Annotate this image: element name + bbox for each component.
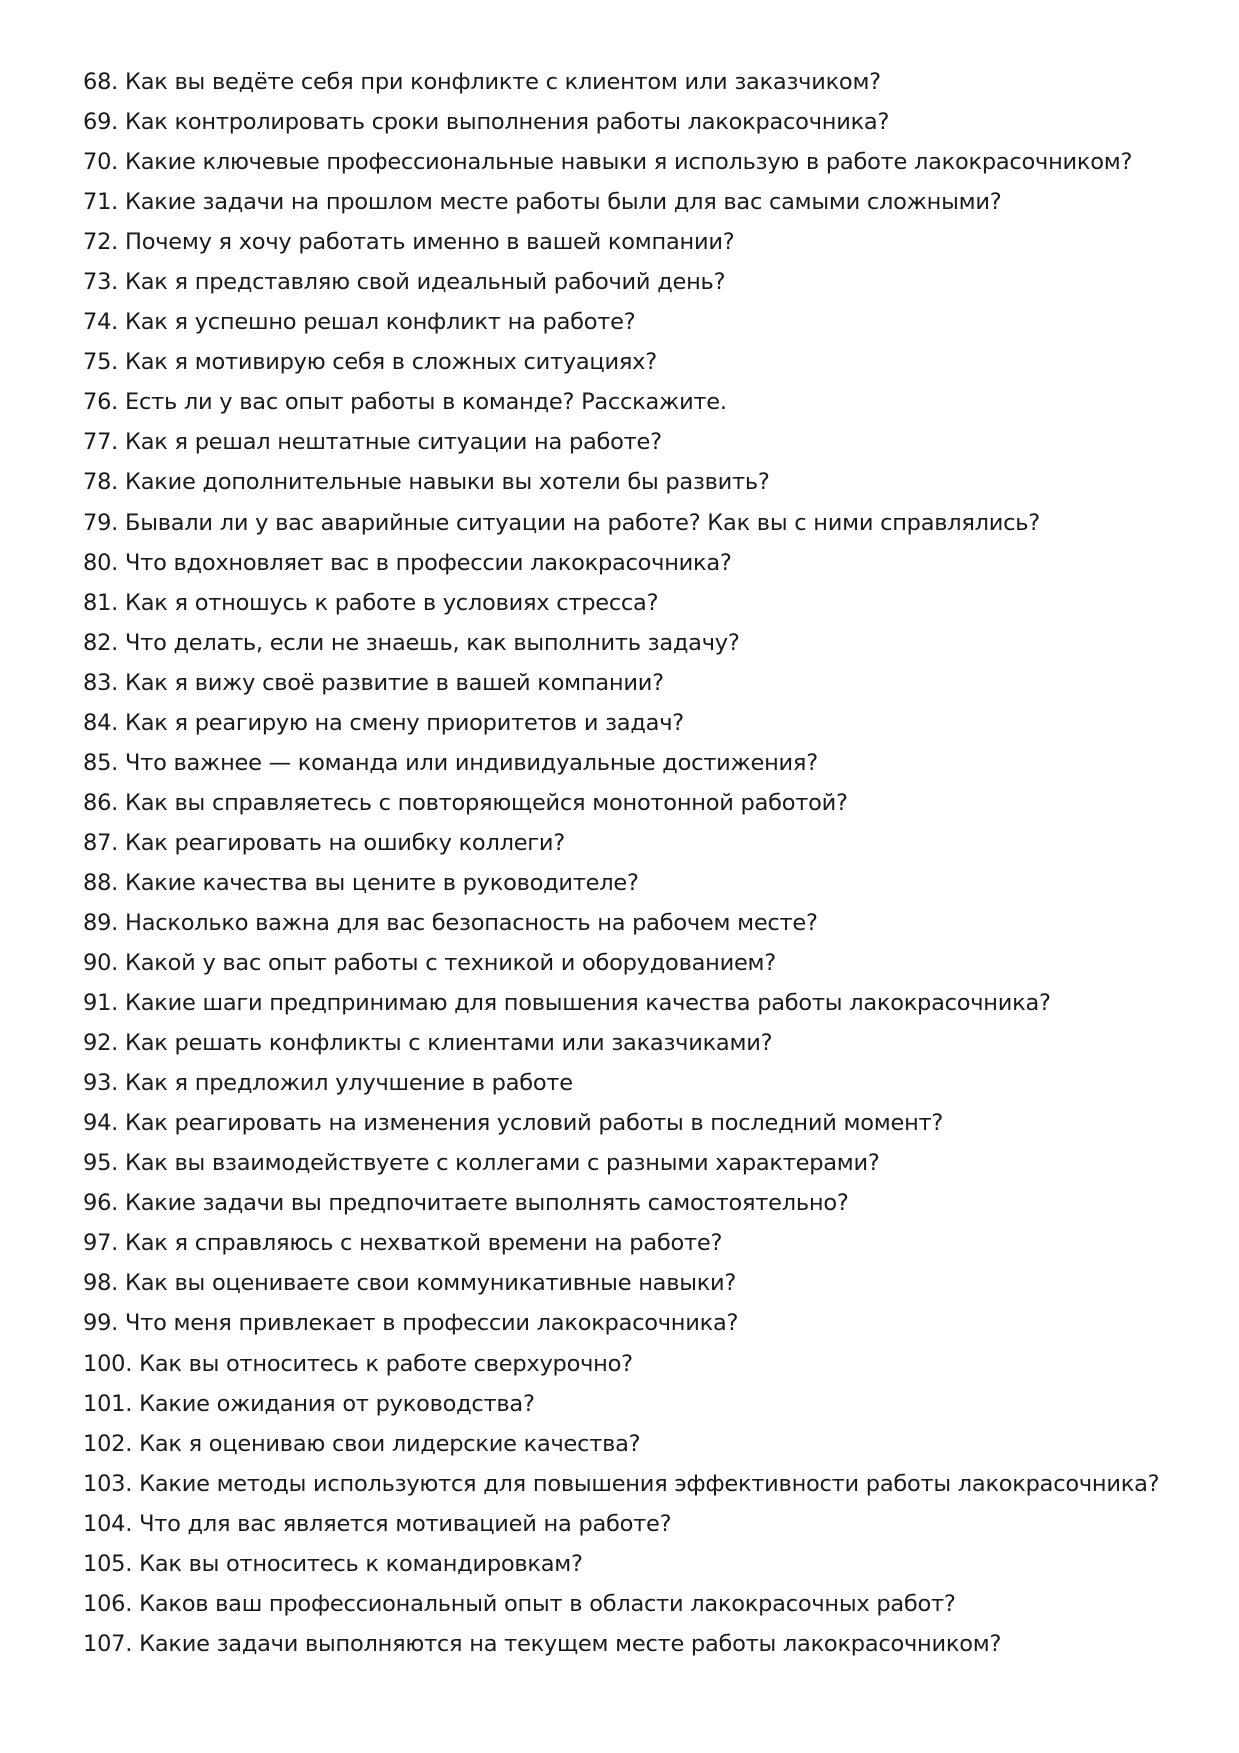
- question-number: 81.: [83, 589, 119, 616]
- question-number: 96.: [83, 1190, 119, 1217]
- question-number: 88.: [83, 869, 119, 896]
- question-number: 68.: [83, 69, 119, 95]
- question-text: Какие ожидания от руководства?: [139, 1390, 535, 1417]
- question-number: 73.: [83, 269, 119, 296]
- question-item: [83, 1063, 1183, 1103]
- question-item: [83, 222, 1183, 262]
- question-text: Как реагировать на ошибку коллеги?: [125, 829, 565, 856]
- question-item: [83, 1464, 1183, 1504]
- question-item: [83, 1344, 1183, 1384]
- question-text: Как решать конфликты с клиентами или заказчиками?: [125, 1030, 773, 1057]
- question-item: [83, 1223, 1183, 1263]
- question-text: Насколько важна для вас безопасность на рабочем месте?: [125, 909, 818, 936]
- question-text: Как я реагирую на смену приоритетов и задач?: [125, 709, 684, 736]
- question-item: [83, 1584, 1183, 1624]
- question-number: 71.: [83, 189, 119, 216]
- question-text: Как я мотивирую себя в сложных ситуациях?: [125, 349, 657, 376]
- question-item: [83, 1384, 1183, 1424]
- question-number: 74.: [83, 309, 119, 336]
- question-text: Какие качества вы цените в руководителе?: [125, 869, 639, 896]
- question-item: [83, 1183, 1183, 1223]
- question-item: [83, 703, 1183, 743]
- question-number: 89.: [83, 909, 119, 936]
- question-text: Какие дополнительные навыки вы хотели бы развить?: [125, 469, 770, 496]
- question-item: [83, 623, 1183, 663]
- question-text: Как я представляю свой идеальный рабочий день?: [125, 269, 726, 296]
- question-text: Что вдохновляет вас в профессии лакокрасочника?: [125, 549, 732, 576]
- question-number: 75.: [83, 349, 119, 376]
- question-number: 103.: [83, 1470, 133, 1497]
- question-number: 107.: [83, 1630, 133, 1657]
- question-text: Как вы относитесь к командировкам?: [139, 1550, 583, 1577]
- question-number: 94.: [83, 1110, 119, 1137]
- question-list: [83, 62, 1183, 1664]
- question-text: Бывали ли у вас аварийные ситуации на работе? Как вы с ними справлялись?: [125, 509, 1040, 536]
- question-number: 70.: [83, 149, 119, 176]
- question-item: [83, 983, 1183, 1023]
- question-item: [83, 382, 1183, 422]
- question-text: Что для вас является мотивацией на работе?: [139, 1510, 672, 1537]
- question-text: Есть ли у вас опыт работы в команде? Расскажите.: [125, 389, 727, 416]
- question-text: Как я предложил улучшение в работе: [125, 1070, 573, 1097]
- question-item: [83, 1424, 1183, 1464]
- question-text: Почему я хочу работать именно в вашей компании?: [125, 229, 735, 256]
- question-item: [83, 102, 1183, 142]
- question-number: 84.: [83, 709, 119, 736]
- question-number: 93.: [83, 1070, 119, 1097]
- question-item: [83, 583, 1183, 623]
- question-number: 95.: [83, 1150, 119, 1177]
- question-number: 92.: [83, 1030, 119, 1057]
- question-item: [83, 182, 1183, 222]
- question-text: Как вы ведёте себя при конфликте с клиентом или заказчиком?: [125, 69, 881, 95]
- question-item: [83, 1624, 1183, 1664]
- question-number: 78.: [83, 469, 119, 496]
- question-item: [83, 1143, 1183, 1183]
- question-item: [83, 1504, 1183, 1544]
- question-text: Что важнее — команда или индивидуальные достижения?: [125, 749, 818, 776]
- question-number: 90.: [83, 950, 119, 977]
- question-number: 97.: [83, 1230, 119, 1257]
- question-item: [83, 823, 1183, 863]
- question-text: Как вы относитесь к работе сверхурочно?: [139, 1350, 633, 1377]
- question-text: Как я справляюсь с нехваткой времени на работе?: [125, 1230, 723, 1257]
- question-item: [83, 863, 1183, 903]
- question-text: Как я решал нештатные ситуации на работе?: [125, 429, 662, 456]
- question-number: 72.: [83, 229, 119, 256]
- question-item: [83, 1263, 1183, 1303]
- question-item: [83, 783, 1183, 823]
- question-item: [83, 342, 1183, 382]
- question-item: [83, 62, 1183, 102]
- question-text: Какие методы используются для повышения эффективности работы лакокрасочника?: [139, 1470, 1160, 1497]
- question-text: Какие шаги предпринимаю для повышения качества работы лакокрасочника?: [125, 990, 1051, 1017]
- question-number: 102.: [83, 1430, 133, 1457]
- question-item: [83, 943, 1183, 983]
- question-number: 80.: [83, 549, 119, 576]
- question-item: [83, 743, 1183, 783]
- question-item: [83, 503, 1183, 543]
- question-text: Что делать, если не знаешь, как выполнить задачу?: [125, 629, 740, 656]
- question-number: 87.: [83, 829, 119, 856]
- question-item: [83, 543, 1183, 583]
- question-item: [83, 1103, 1183, 1143]
- question-text: Какой у вас опыт работы с техникой и оборудованием?: [125, 950, 776, 977]
- question-item: [83, 1023, 1183, 1063]
- question-text: Какие задачи выполняются на текущем месте работы лакокрасочником?: [139, 1630, 1002, 1657]
- question-item: [83, 462, 1183, 502]
- question-text: Как вы справляетесь с повторяющейся монотонной работой?: [125, 789, 848, 816]
- question-text: Как я успешно решал конфликт на работе?: [125, 309, 636, 336]
- question-text: Как я вижу своё развитие в вашей компании?: [125, 669, 664, 696]
- question-text: Как я оцениваю свои лидерские качества?: [139, 1430, 641, 1457]
- question-text: Какие задачи на прошлом месте работы были для вас самыми сложными?: [125, 189, 1002, 216]
- question-number: 100.: [83, 1350, 133, 1377]
- question-item: [83, 1303, 1183, 1343]
- question-text: Как вы оцениваете свои коммуникативные навыки?: [125, 1270, 737, 1297]
- question-item: [83, 302, 1183, 342]
- question-number: 76.: [83, 389, 119, 416]
- question-number: 86.: [83, 789, 119, 816]
- question-number: 83.: [83, 669, 119, 696]
- question-text: Какие ключевые профессиональные навыки я использую в работе лакокрасочником?: [125, 149, 1133, 176]
- question-number: 82.: [83, 629, 119, 656]
- question-item: [83, 422, 1183, 462]
- question-item: [83, 903, 1183, 943]
- question-number: 79.: [83, 509, 119, 536]
- question-number: 85.: [83, 749, 119, 776]
- question-item: [83, 262, 1183, 302]
- question-number: 104.: [83, 1510, 133, 1537]
- question-text: Как реагировать на изменения условий работы в последний момент?: [125, 1110, 944, 1137]
- question-number: 101.: [83, 1390, 133, 1417]
- question-number: 99.: [83, 1310, 119, 1337]
- question-text: Как вы взаимодействуете с коллегами с разными характерами?: [125, 1150, 880, 1177]
- question-item: [83, 1544, 1183, 1584]
- question-number: 98.: [83, 1270, 119, 1297]
- question-item: [83, 663, 1183, 703]
- question-number: 105.: [83, 1550, 133, 1577]
- question-number: 106.: [83, 1590, 133, 1617]
- question-number: 77.: [83, 429, 119, 456]
- question-text: Как я отношусь к работе в условиях стресса?: [125, 589, 659, 616]
- question-text: Каков ваш профессиональный опыт в области лакокрасочных работ?: [139, 1590, 956, 1617]
- question-number: 91.: [83, 990, 119, 1017]
- question-text: Что меня привлекает в профессии лакокрасочника?: [125, 1310, 739, 1337]
- question-text: Какие задачи вы предпочитаете выполнять самостоятельно?: [125, 1190, 849, 1217]
- question-number: 69.: [83, 109, 119, 136]
- question-text: Как контролировать сроки выполнения работы лакокрасочника?: [125, 109, 890, 136]
- question-item: [83, 142, 1183, 182]
